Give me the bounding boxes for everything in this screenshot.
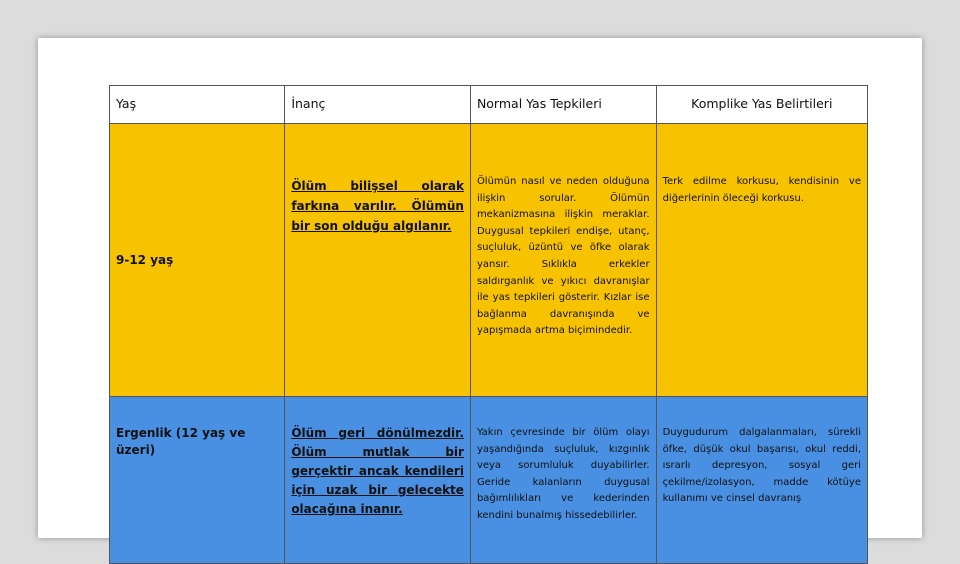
normal-cell: Yakın çevresinde bir ölüm olayı yaşandığında suçluluk, kızgınlık veya sorumluluk duyabilirler. Geride kalanların duygusal bağımlılıkları ve kederinden kendini bunalmış hissedebilirler. [470,397,656,564]
belief-cell: Ölüm bilişsel olarak farkına varılır. Ölümün bir son olduğu algılanır. [285,124,471,397]
complicated-cell: Terk edilme korkusu, kendisinin ve diğerlerinin öleceği korkusu. [656,124,867,397]
header-row [110,86,868,124]
header-belief: İnanç [285,86,471,124]
header-age: Yaş [110,86,285,124]
age-cell: 9-12 yaş [110,124,285,397]
header-complicated: Komplike Yas Belirtileri [656,86,867,124]
grief-table [109,85,868,564]
age-cell: Ergenlik (12 yaş ve üzeri) [110,397,285,564]
normal-cell: Ölümün nasıl ve neden olduğuna ilişkin sorular. Ölümün mekanizmasına ilişkin meraklar. Duygusal tepkileri endişe, utanç, suçluluk, üzüntü ve öfke olarak yansır. Sıklıkla erkekler saldırganlık ve yıkıcı davranışlar ile yas tepkileri gösterir. Kızlar ise bağlanma davranışında ve yapışmada artma biçimindedir. [470,124,656,397]
table-row [110,397,868,564]
complicated-cell: Duygudurum dalgalanmaları, sürekli öfke, düşük okul başarısı, okul reddi, ısrarlı depresyon, sosyal geri çekilme/izolasyon, madde kötüye kullanımı ve cinsel davranış [656,397,867,564]
table-row [110,124,868,397]
header-normal: Normal Yas Tepkileri [470,86,656,124]
belief-cell: Ölüm geri dönülmezdir. Ölüm mutlak bir gerçektir ancak kendileri için uzak bir gelecekte olacağına inanır. [285,397,471,564]
